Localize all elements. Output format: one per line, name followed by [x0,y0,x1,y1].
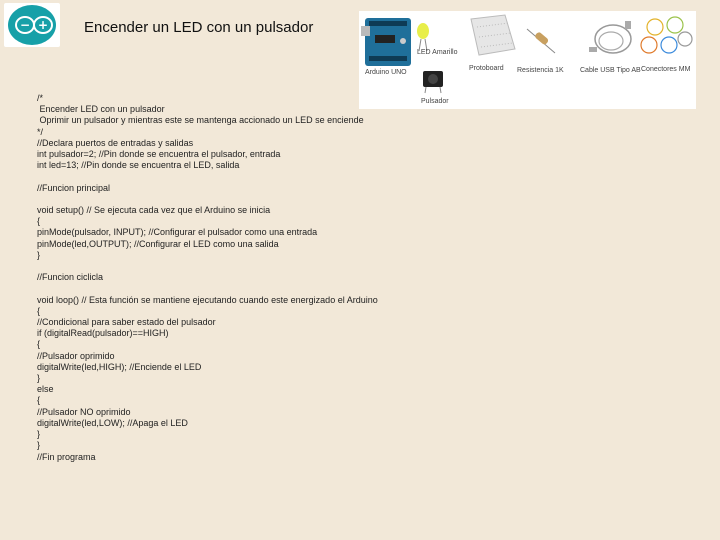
code-line [37,283,378,294]
code-line: //Funcion principal [37,182,111,193]
connectors-icon [641,17,692,53]
code-line: //Pulsador oprimido [37,350,115,361]
pushbutton-icon [423,71,443,93]
code-line: void loop() // Esta función se mantiene ejecutando cuando este energizado el Arduino [37,294,378,305]
code-line: { [37,216,41,227]
resistor-icon [527,29,555,53]
components-illustration [359,11,696,109]
code-line: } [37,429,41,440]
arduino-board-icon [361,18,411,66]
code-line: //Condicional para saber estado del pulsador [37,317,216,328]
label-button: Pulsador [421,98,449,105]
code-line: //Pulsador NO oprimido [37,406,131,417]
code-line: { [37,305,41,316]
plus-icon: + [33,16,53,34]
code-line: Encender LED con un pulsador [37,104,165,115]
label-cable: Cable USB Tipo AB [580,67,641,74]
code-line: digitalWrite(led,LOW); //Apaga el LED [37,417,188,428]
minus-icon: − [15,16,35,34]
code-line [37,194,378,205]
code-line: Oprimir un pulsador y mientras este se mantenga accionado un LED se enciende [37,115,364,126]
code-line: /* [37,93,44,103]
code-line: //Fin programa [37,451,96,462]
arduino-logo [4,3,60,47]
code-line: //Declara puertos de entradas y salidas [37,137,194,148]
code-line: */ [37,126,44,137]
code-line: pinMode(led,OUTPUT); //Configurar el LED como una salida [37,238,279,249]
code-line: //Funcion ciclicla [37,272,104,283]
led-icon [417,23,429,51]
code-line: else [37,384,54,395]
label-arduino: Arduino UNO [365,69,407,76]
code-line: } [37,249,41,260]
code-line: } [37,440,41,451]
label-led: LED Amarillo [417,49,458,56]
code-line: } [37,373,41,384]
label-resistor: Resistencia 1K [517,67,564,74]
code-line: { [37,395,41,406]
label-protoboard: Protoboard [469,65,504,72]
page-title: Encender un LED con un pulsador [84,19,314,36]
components-image [359,11,696,109]
code-line: pinMode(pulsador, INPUT); //Configurar el pulsador como una entrada [37,227,318,238]
usb-cable-icon [589,21,631,53]
code-line: if (digitalRead(pulsador)==HIGH) [37,328,169,339]
code-line: int led=13; //Pin donde se encuentra el LED, salida [37,160,240,171]
code-line: { [37,339,41,350]
code-line: int pulsador=2; //Pin donde se encuentra el pulsador, entrada [37,149,281,160]
code-listing [37,93,378,463]
label-connectors: Conectores MM [641,66,691,73]
code-line [37,261,378,272]
protoboard-icon [471,15,515,55]
code-line: void setup() // Se ejecuta cada vez que el Arduino se inicia [37,205,271,216]
code-line [37,171,378,182]
code-line: digitalWrite(led,HIGH); //Enciende el LED [37,361,202,372]
